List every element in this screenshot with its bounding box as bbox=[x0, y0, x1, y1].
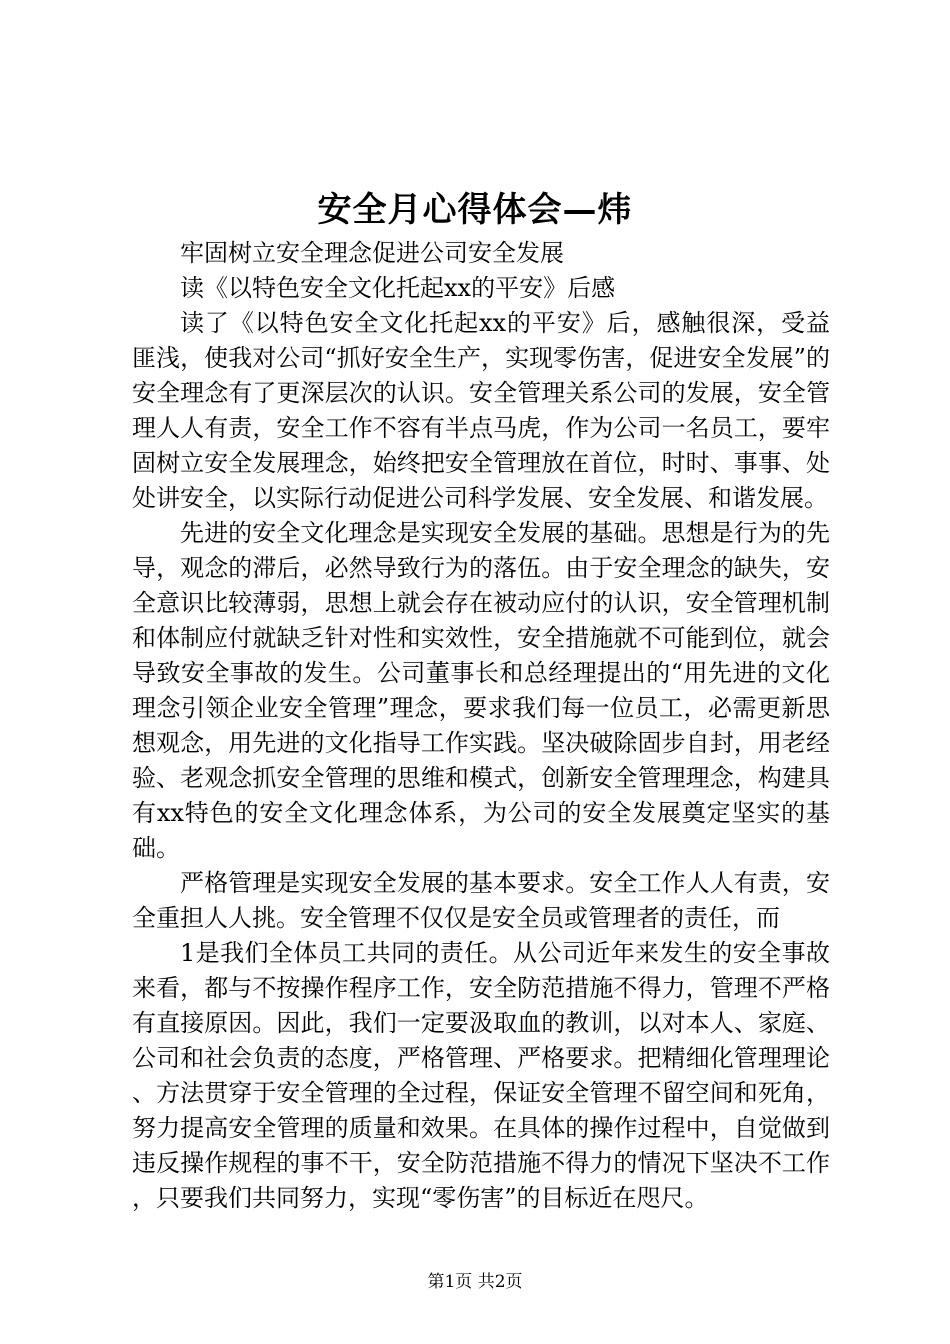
paragraph-body-1: 读了《以特色安全文化托起xx的平安》后，感触很深，受益匪浅，使我对公司“抓好安全生产，实现零伤害，促进安全发展”的安全理念有了更深层次的认识。安全管理关系公司的发展，安全管理人人有责，安全工作不容有半点马虎，作为公司一名员工，要牢固树立安全发展理念，始终把安全管理放在首位，时时、事事、处处讲安全，以实际行动促进公司科学发展、安全发展、和谐发展。 bbox=[132, 309, 830, 512]
document-body bbox=[132, 236, 830, 1216]
paragraph-reading-note: 读《以特色安全文化托起xx的平安》后感 bbox=[180, 274, 616, 302]
page-number-footer: 第1页 共2页 bbox=[427, 1272, 523, 1292]
paragraph-body-4: 1是我们全体员工共同的责任。从公司近年来发生的安全事故来看，都与不按操作程序工作，安全防范措施不得力，管理不严格有直接原因。因此，我们一定要汲取血的教训，以对本人、家庭、公司和社会负责的态度，严格管理、严格要求。把精细化管理理论、方法贯穿于安全管理的全过程，保证安全管理不留空间和死角，努力提高安全管理的质量和效果。在具体的操作过程中，自觉做到违反操作规程的事不干，安全防范措施不得力的情况下坚决不工作，只要我们共同努力，实现“零伤害”的目标近在咫尺。 bbox=[132, 939, 830, 1212]
paragraph-body-2: 先进的安全文化理念是实现安全发展的基础。思想是行为的先导，观念的滞后，必然导致行为的落伍。由于安全理念的缺失，安全意识比较薄弱，思想上就会存在被动应付的认识，安全管理机制和体制应付就缺乏针对性和实效性，安全措施就不可能到位，就会导致安全事故的发生。公司董事长和总经理提出的“用先进的文化理念引领企业安全管理”理念，要求我们每一位员工，必需更新思想观念，用先进的文化指导工作实践。坚决破除固步自封，用老经验、老观念抓安全管理的思维和模式，创新安全管理理念，构建具有xx特色的安全文化理念体系，为公司的安全发展奠定坚实的基础。 bbox=[132, 519, 830, 862]
paragraph-subtitle: 牢固树立安全理念促进公司安全发展 bbox=[180, 239, 564, 267]
paragraph-body-3: 严格管理是实现安全发展的基本要求。安全工作人人有责，安全重担人人挑。安全管理不仅仅是安全员或管理者的责任，而 bbox=[132, 869, 830, 932]
document-title: 安全月心得体会—炜 bbox=[317, 190, 633, 230]
